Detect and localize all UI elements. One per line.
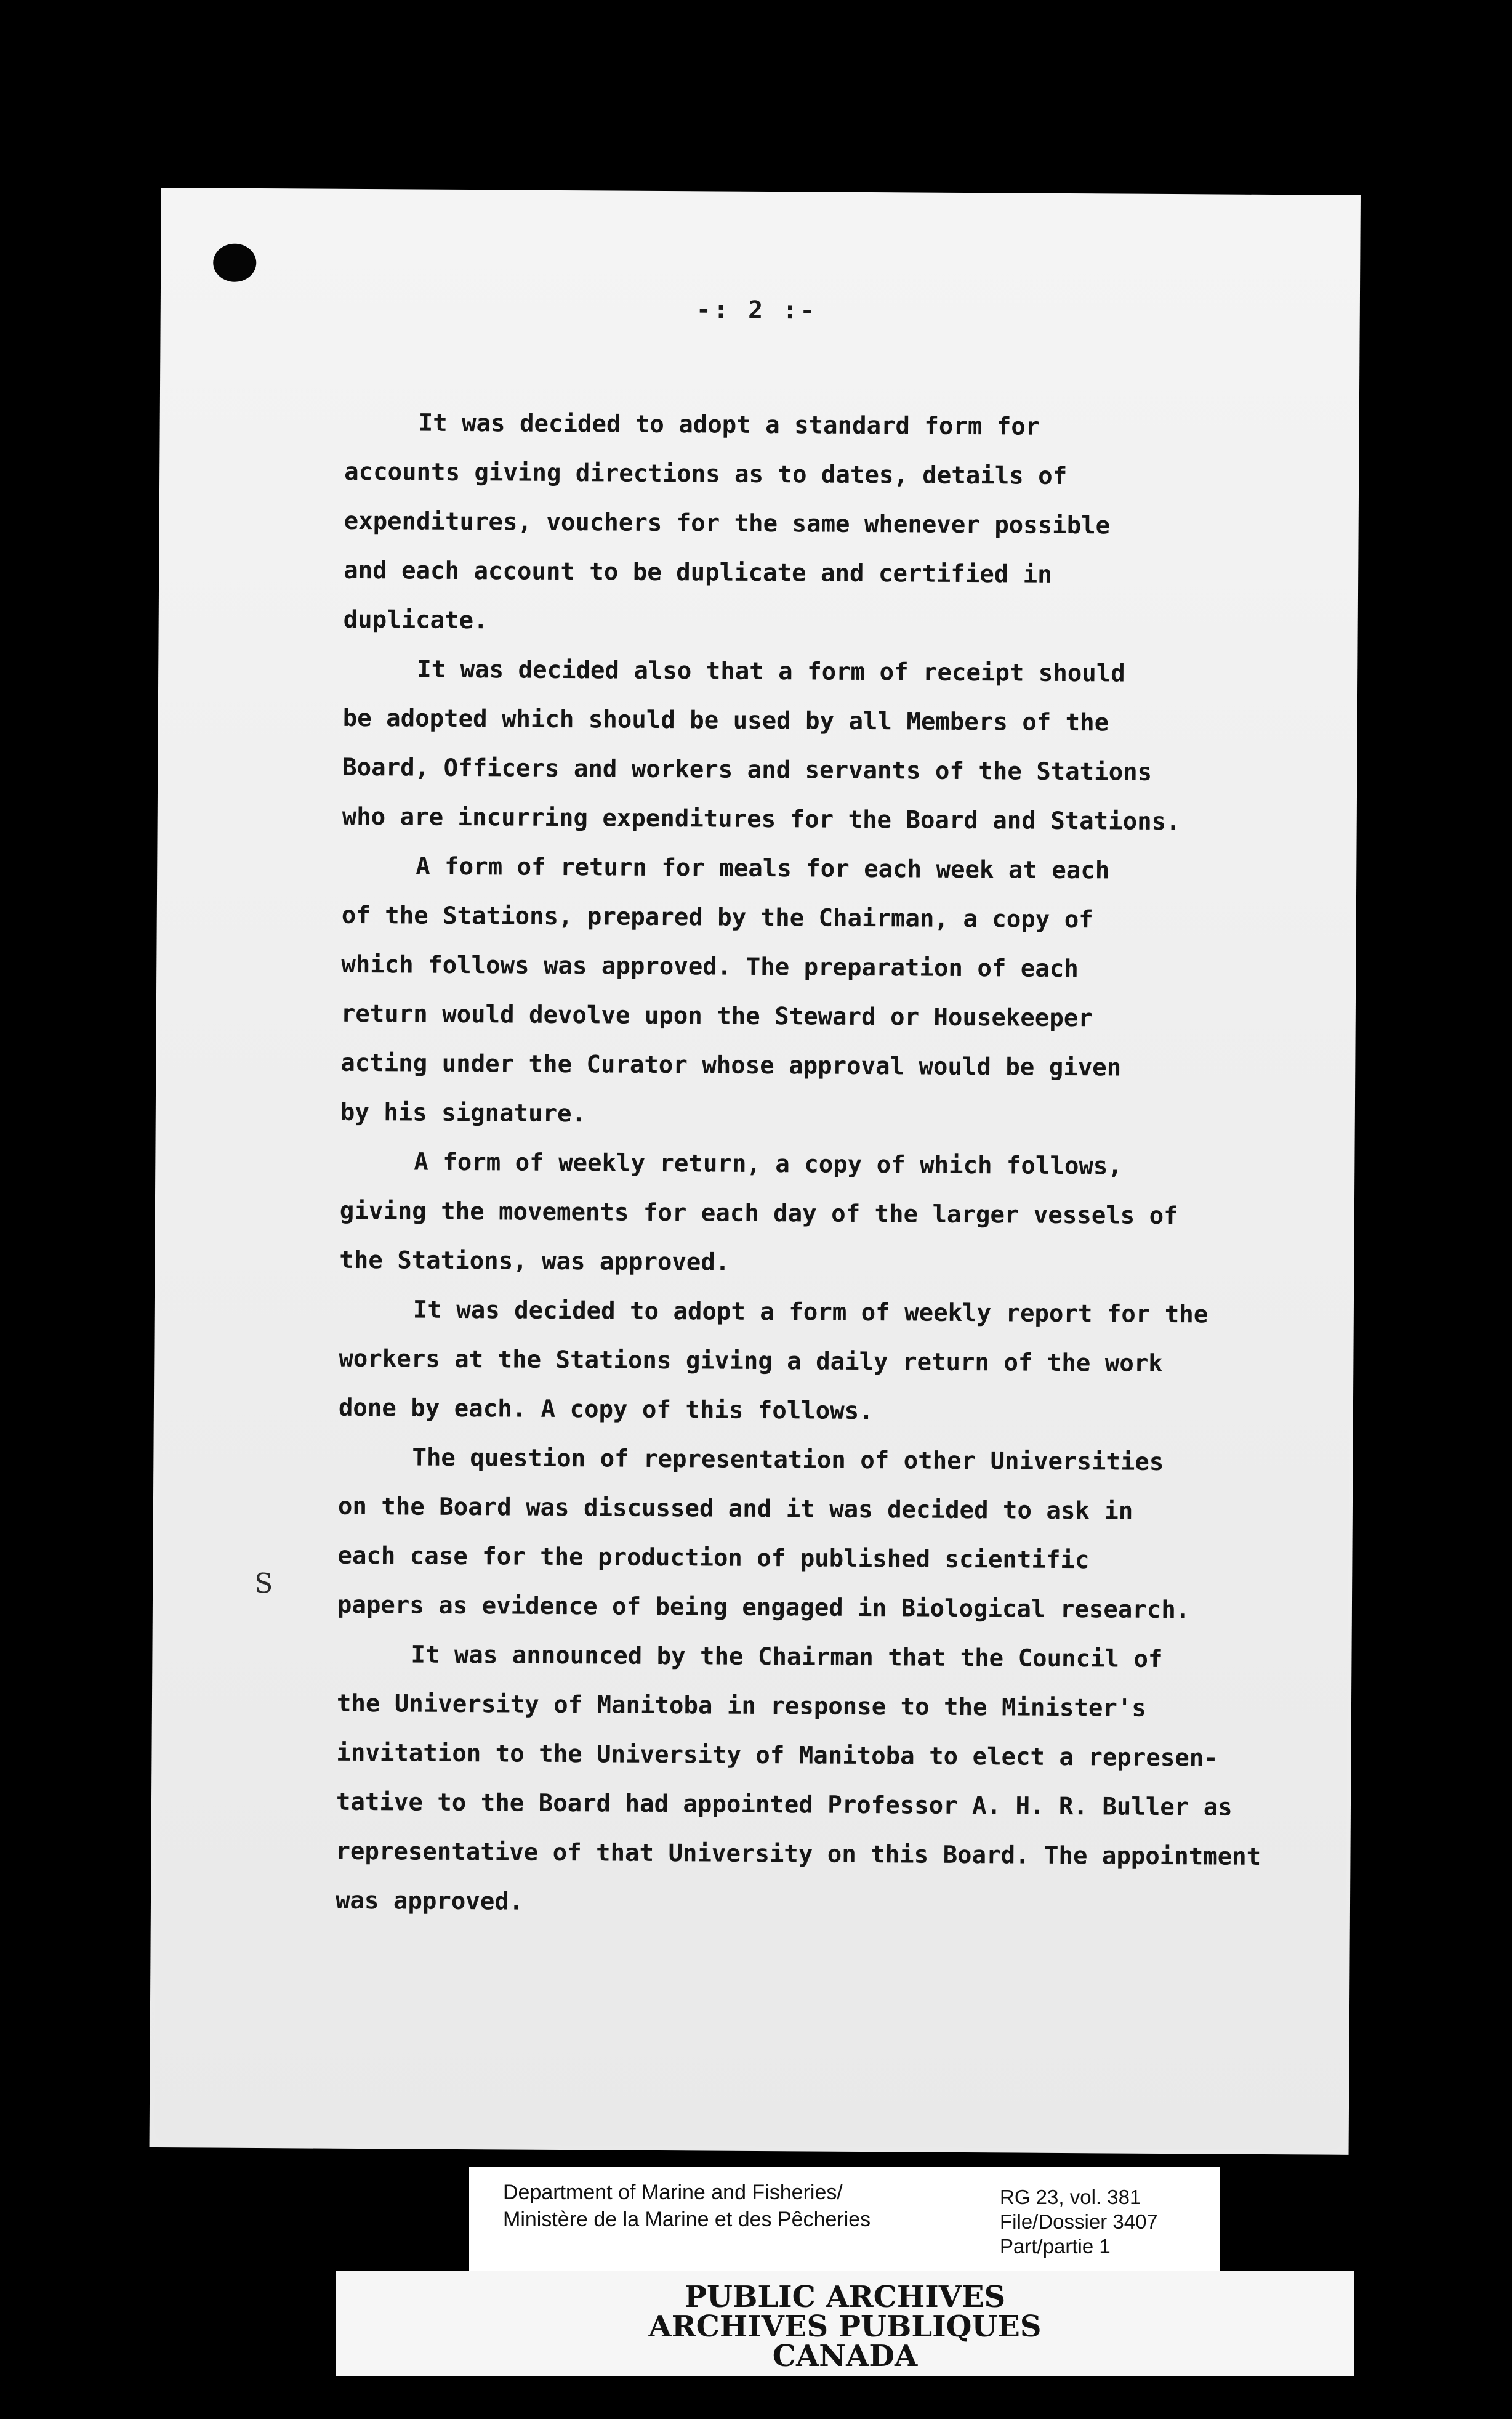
department-english: Department of Marine and Fisheries/ bbox=[503, 2181, 843, 2204]
paragraph-manitoba: It was announced by the Chairman that the Council of the University of Manitoba in response to the Minister's invitation to the University of Manitoba to elect a represen- tative to the Board had appointed Professor A. H. R. Buller as representative of that University on this Board. The appointment was approved. bbox=[335, 1641, 1261, 1916]
department-french: Ministère de la Marine et des Pêcheries bbox=[503, 2208, 871, 2231]
margin-handwritten-mark: S bbox=[254, 1567, 273, 1600]
document-body bbox=[336, 398, 1342, 1932]
reference-block bbox=[1000, 2185, 1158, 2259]
archive-reference-label bbox=[469, 2167, 1220, 2272]
paragraph-accounts-form: It was decided to adopt a standard form for accounts giving directions as to dates, details of expenditures, vouchers for the same whenever possible and each account to be duplicate and certified in duplicate. bbox=[343, 409, 1111, 635]
document-page bbox=[150, 188, 1361, 2155]
paragraph-receipt-form: It was decided also that a form of receipt should be adopted which should be used by all Members of the Board, Officers and workers and servants of the Stations who are incurring expenditures for the Board and Stations. bbox=[342, 655, 1181, 836]
stamp-text bbox=[336, 2282, 1354, 2371]
stamp-line-3: CANADA bbox=[772, 2339, 918, 2373]
stamp-line-2: ARCHIVES PUBLIQUES bbox=[648, 2309, 1042, 2344]
record-group: RG 23, vol. 381 bbox=[1000, 2186, 1141, 2208]
paragraph-meals-return: A form of return for meals for each week at each of the Stations, prepared by the Chairman, a copy of which follows was approved. The preparation of each return would devolve upon the Steward or Housekeeper acting under the Curator whose approval would be given by his signature. bbox=[340, 852, 1122, 1128]
punch-hole bbox=[213, 244, 256, 282]
file-number: File/Dossier 3407 bbox=[1000, 2210, 1158, 2233]
paragraph-weekly-return: A form of weekly return, a copy of which follows, giving the movements for each day of the larger vessels of the Stations, was approved. bbox=[339, 1148, 1178, 1277]
part-number: Part/partie 1 bbox=[1000, 2235, 1111, 2258]
paragraph-weekly-report: It was decided to adopt a form of weekly report for the workers at the Stations giving a daily return of the work done by each. A copy of this follows. bbox=[338, 1296, 1208, 1426]
paragraph-universities: The question of representation of other Universities on the Board was discussed and it was decided to ask in each case for the production of published scientific papers as evidence of being engaged in Biological research. bbox=[337, 1444, 1191, 1625]
stamp-line-1: PUBLIC ARCHIVES bbox=[684, 2280, 1006, 2314]
public-archives-stamp bbox=[336, 2271, 1354, 2376]
page-number: -: 2 :- bbox=[696, 296, 818, 325]
department-block bbox=[503, 2179, 871, 2233]
